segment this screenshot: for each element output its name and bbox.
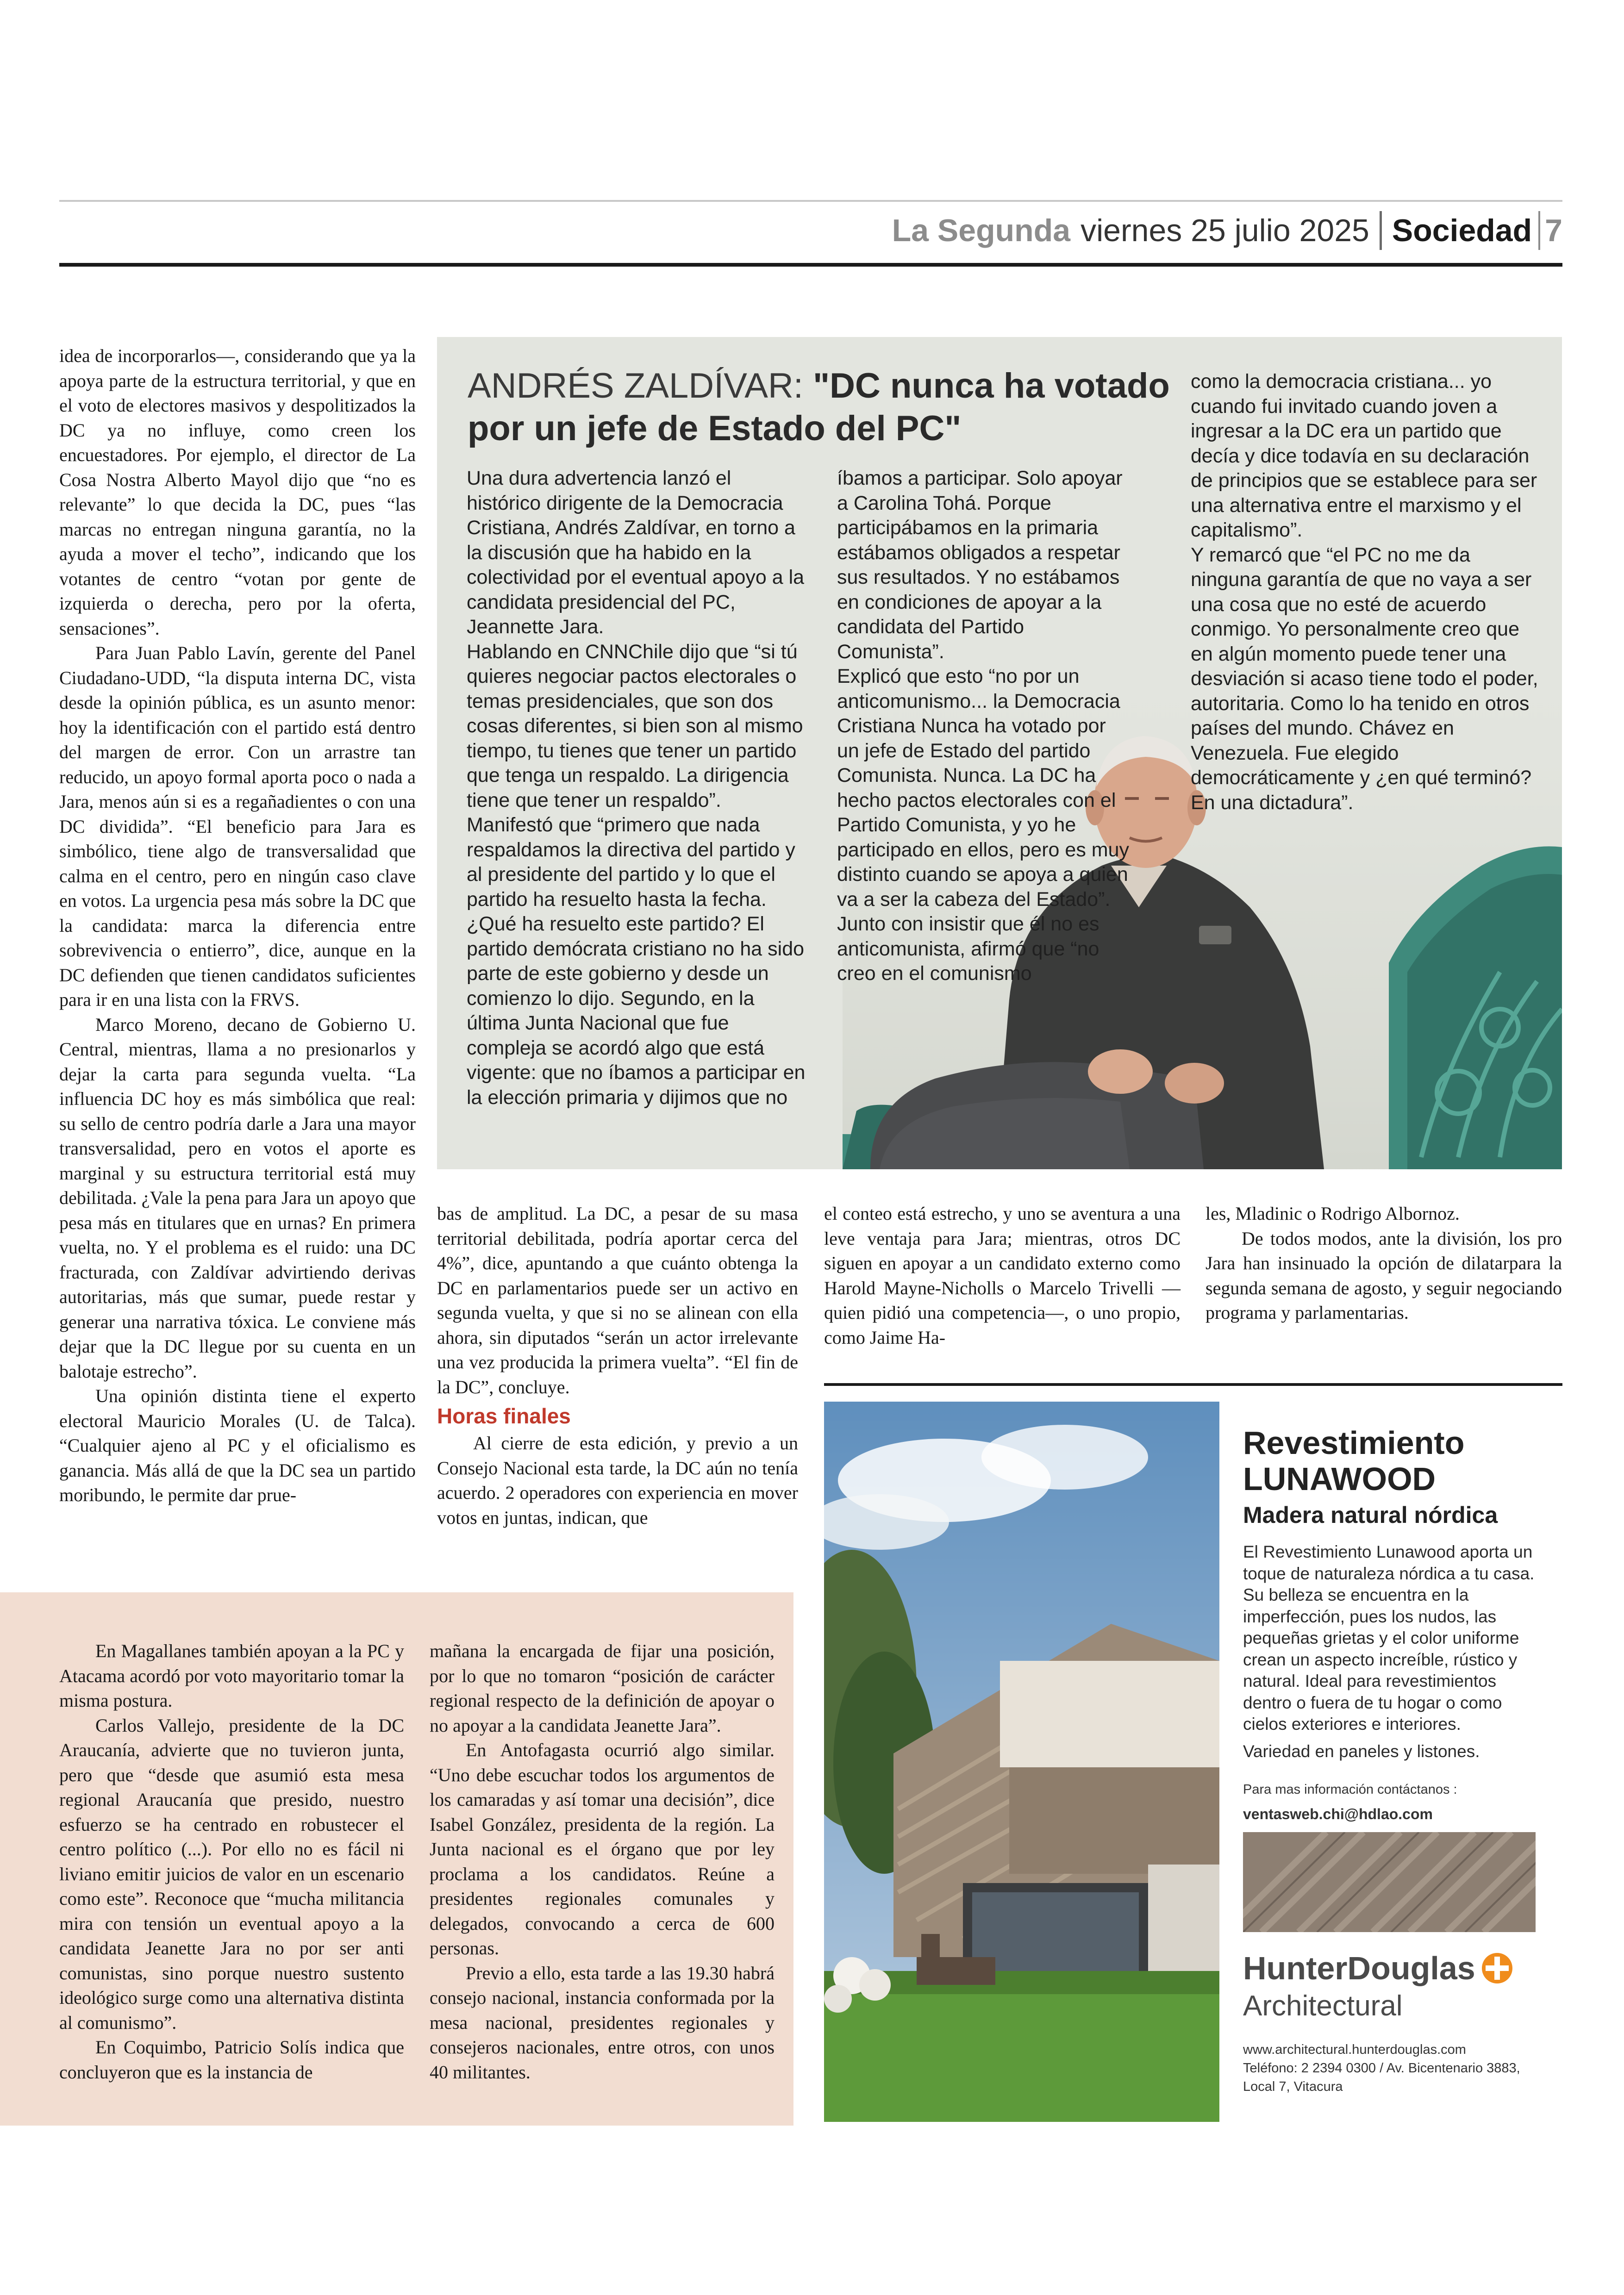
header-separator (1380, 211, 1382, 250)
section-name: Sociedad (1392, 213, 1532, 248)
paragraph: Al cierre de esta edición, y previo a un Consejo Nacional esta tarde, la DC aún no tenía acuerdo. 2 operadores con experiencia en mover votos en juntas, indican, que (437, 1433, 798, 1528)
paragraph: En Magallanes también apoyan a la PC y Atacama acordó por voto mayoritario tomar la misma postura. (59, 1640, 404, 1711)
article-column-middle (437, 1201, 798, 1530)
paragraph: En Coquimbo, Patricio Solís indica que concluyeron que es la instancia de (59, 2037, 404, 2083)
ad-contact-label: Para mas información contáctanos : (1243, 1782, 1457, 1797)
issue-date: viernes 25 julio 2025 (1081, 213, 1369, 248)
sidebar-title-quote: "DC nunca ha votado por un jefe de Estado del PC" (468, 366, 1170, 448)
paragraph: Carlos Vallejo, presidente de la DC Araucanía, advierte que no tuvieron junta, pero que “desde que asumió esta mesa regional Araucanía que presido, nuestro esfuerzo se ha centrado en robustecer el centro político (...). Por ello no es fácil ni liviano emitir juicios de valor en un escenario como este”. Reconoce que “mucha militancia mira con tensión un eventual apoyo a la candidata Jeanette Jara no por ser anti comunistas, sino porque nuestro sustento ideológico surge como una alternativa distinta al comunismo”. (59, 1715, 404, 2033)
paragraph: Para Juan Pablo Lavín, gerente del Panel Ciudadano-UDD, “la disputa interna DC, vista desde la opinión pública, es un asunto menor: hoy la identificación con el partido está dentro del margen de error. Con un arrastre tan reducido, un apoyo formal aporta poco o nada a Jara, menos aún si es a regañadientes o con una DC dividida”. “El beneficio para Jara es simbólico, tiene algo de transversalidad que calma en el centro, pero en ningún caso clave en votos. La urgencia pesa más sobre la DC que la candidata: marca la diferencia entre sobrevivencia o entierro”, dice, aunque en la DC defienden que tienen candidatos suficientes para ir en una lista con la FRVS. (59, 642, 416, 1010)
paragraph: Explicó que esto “no por un anticomunismo... la Democracia Cristiana Nunca ha votado por un jefe de Estado del partido Comunista. Nunca. La DC ha hecho pactos electorales con el Partido Comunista, y yo he participado en ellos, pero es muy distinto cuando se apoya a quien va a ser la cabeza del Estado”. (837, 665, 1130, 911)
sidebar-column-2 (837, 466, 1133, 986)
paragraph: mañana la encargada de fijar una posición, por lo que no tomaron “posición de carácter regional respecto de la definición de apoyar o no apoyar a la candidata Jeanette Jara”. (430, 1640, 775, 1736)
paragraph: Y remarcó que “el PC no me da ninguna garantía de que no vaya a ser una cosa que no esté de acuerdo conmigo. Yo personalmente creo que en algún momento puede tener una desviación si acaso tiene todo el poder, autoritaria. Como lo ha tenido en otros países del mundo. Chávez en Venezuela. Fue elegido democráticamente y ¿en qué terminó? En una dictadura”. (1191, 543, 1538, 814)
ad-separator-rule (824, 1383, 1562, 1386)
paragraph: como la democracia cristiana... yo cuando fui invitado cuando joven a ingresar a la DC era un partido que decía y dice todavía en su declaración de principios que se establece para ser una alternativa entre el marxismo y el capitalismo”. (1191, 370, 1537, 541)
article-column-left (59, 343, 416, 1508)
wood-swatch-image (1243, 1832, 1536, 1932)
regional-column-2 (430, 1639, 775, 2084)
sidebar-column-3 (1191, 369, 1543, 815)
brand-plus-icon (1481, 1952, 1513, 1984)
ad-website-link[interactable]: www.architectural.hunterdouglas.com (1243, 2042, 1466, 2057)
paragraph: De todos modos, ante la división, los pro Jara han insinuado la opción de dilatarpara la segunda semana de agosto, y seguir negociando programa y parlamentarias. (1206, 1228, 1562, 1323)
brand-name: HunterDouglas (1243, 1950, 1475, 1986)
ad-title-line-2: LUNAWOOD (1243, 1461, 1436, 1497)
paragraph: Previo a ello, esta tarde a las 19.30 habrá consejo nacional, instancia conformada por la mesa nacional, presidentes regionales y consejeros nacionales, entre otros, con unos 40 militantes. (430, 1962, 775, 2083)
paragraph: bas de amplitud. La DC, a pesar de su masa territorial debilitada, podría aportar cerca del 4%”, dice, apuntando a que cuánto obtenga la DC en parlamentarios puede ser un activo en segunda vuelta, y que si no se alinean con ella ahora, sin diputados “serán un actor irrelevante una vez producida la primera vuelta”. “El fin de la DC”, concluye. (437, 1203, 798, 1397)
sidebar-column-1 (467, 466, 810, 1110)
house-facade-photo (824, 1402, 1219, 2122)
paragraph: Manifestó que “primero que nada respaldamos la directiva del partido y al presidente del partido y lo que el partido ha resuelto hasta la fecha. ¿Qué ha resuelto este partido? El partido demócrata cristiano no ha sido parte de este gobierno y desde un comienzo lo dijo. Segundo, en la última Junta Nacional que fue compleja se acordó algo que está vigente: que no íbamos a participar en la elección primaria y dijimos que no (467, 814, 806, 1109)
paragraph: Una dura advertencia lanzó el histórico dirigente de la Democracia Cristiana, Andrés Zaldívar, en torno a la discusión que ha habido en la colectividad por el eventual apoyo a la candidata presidencial del PC, Jeannette Jara. (467, 467, 805, 638)
paragraph: idea de incorporarlos—, considerando que ya la apoya parte de la estructura territorial, y que en el voto de electores masivos y despolitizados la DC ya no influye, como creen los encuestadores. Por ejemplo, el director de La Cosa Nostra Alberto Mayol dijo que “no es relevante” lo que decida la DC, pues “las marcas no entregan ninguna garantía, no la ayuda a mover el techo”, indicando que los votantes de centro “votan por gente de izquierda o derecha, pero por la oferta, sensaciones”. (59, 345, 416, 639)
ad-title (1243, 1425, 1539, 1497)
header-top-rule (59, 200, 1562, 202)
article-column-right-2 (1206, 1201, 1562, 1325)
ad-contact-info (1243, 2040, 1558, 2096)
paragraph: les, Mladinic o Rodrigo Albornoz. (1206, 1203, 1460, 1224)
sidebar-title (468, 365, 1176, 450)
newspaper-name: La Segunda (892, 213, 1071, 248)
hunterdouglas-logo (1243, 1950, 1513, 1987)
ad-subtitle: Madera natural nórdica (1243, 1502, 1498, 1528)
page-number: 7 (1545, 213, 1562, 248)
ad-description: El Revestimiento Lunawood aporta un toque de naturaleza nórdica a tu casa. Su belleza se encuentra en la imperfección, pues los nudos, las pequeñas grietas y el color uniforme crean un aspecto increíble, rústico y natural. Ideal para revestimientos dentro o fuera de tu hogar o como cielos exteriores e interiores. (1243, 1542, 1535, 1734)
ad-variety: Variedad en paneles y listones. (1243, 1741, 1480, 1761)
sidebar-title-name: ANDRÉS ZALDÍVAR: (468, 366, 803, 405)
ad-address-line: Teléfono: 2 2394 0300 / Av. Bicentenario 3883, (1243, 2061, 1520, 2076)
article-column-right-1 (824, 1201, 1181, 1350)
paragraph: Junto con insistir que él no es anticomunista, afirmó que “no creo en el comunismo (837, 913, 1099, 985)
paragraph: Una opinión distinta tiene el experto electoral Mauricio Morales (U. de Talca). “Cualquier ajeno al PC y el oficialismo es ganancia. Más allá de que la DC sea un partido moribundo, le permite dar prue- (59, 1385, 416, 1505)
page-header (892, 207, 1562, 254)
paragraph: íbamos a participar. Solo apoyar a Carolina Tohá. Porque participábamos en la primaria estábamos obligados a respetar sus resultados. Y no estábamos en condiciones de apoyar a la candidata del Partido Comunista”. (837, 467, 1123, 663)
paragraph: Marco Moreno, decano de Gobierno U. Central, mientras, llama a no presionarlos y dejar la carta para segunda vuelta. “La influencia DC hoy es más simbólica que real: su sello de centro podría darle a Jara una mayor transversalidad, pero en votos el aporte es marginal y su estructura territorial está muy debilitada. ¿Vale la pena para Jara un apoyo que pesa más en titulares que en urnas? En primera vuelta, no. Y el problema es el ruido: una DC fracturada, con Zaldívar advirtiendo derivas autoritarias, más que sumar, puede restar y generar una narrativa tóxica. Le conviene más dejar que la DC llegue por su cuenta en un balotaje estrecho”. (59, 1014, 416, 1382)
subheading: Horas finales (437, 1404, 571, 1428)
header-separator (1538, 211, 1540, 250)
brand-subtitle: Architectural (1243, 1990, 1403, 2022)
ad-title-line-1: Revestimiento (1243, 1425, 1465, 1461)
regional-column-1 (59, 1639, 404, 2084)
paragraph: el conteo está estrecho, y uno se aventura a una leve ventaja para Jara; mientras, otros DC siguen en apoyar a un candidato externo como Harold Mayne-Nicholls o Marcelo Trivelli —quien pidió una competencia—, o uno propio, como Jaime Ha- (824, 1203, 1181, 1348)
ad-address-line: Local 7, Vitacura (1243, 2079, 1343, 2094)
header-bottom-rule (59, 263, 1562, 267)
ad-body (1243, 1541, 1549, 1825)
ad-email-link[interactable]: ventasweb.chi@hdlao.com (1243, 1805, 1433, 1822)
paragraph: En Antofagasta ocurrió algo similar. “Uno debe escuchar todos los argumentos de los camaradas y así tomar una decisión”, dice Isabel González, presidenta de la región. La Junta nacional es el órgano que por ley proclama a los candidatos. Reúne a presidentes regionales comunales y delegados, convocando a cerca de 600 personas. (430, 1740, 775, 1958)
paragraph: Hablando en CNNChile dijo que “si tú quieres negociar pactos electorales o temas presidenciales, que son dos cosas diferentes, si bien son al mismo tiempo, tu tienes que tener un partido que tenga un respaldo. La dirigencia tiene que tener un respaldo”. (467, 640, 803, 811)
